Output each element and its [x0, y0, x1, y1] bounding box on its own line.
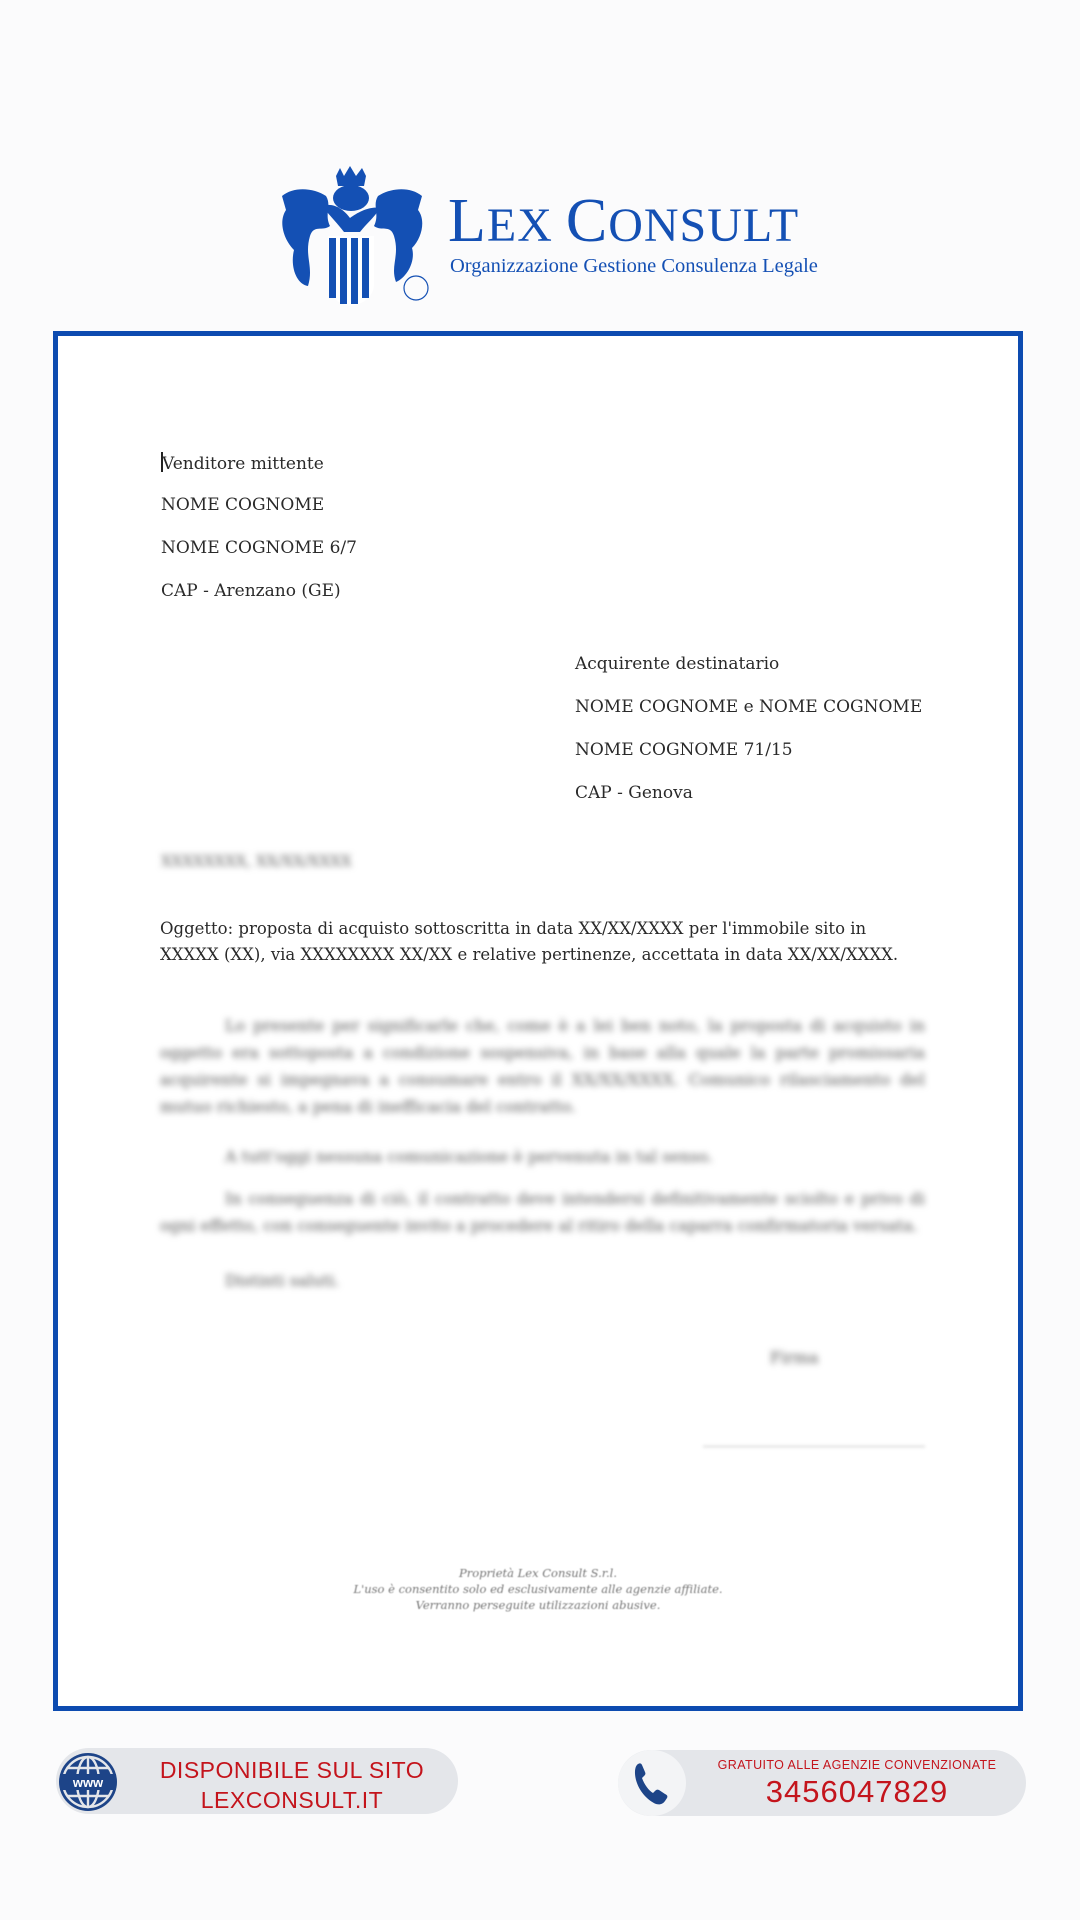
- phone-caption: GRATUITO ALLE AGENZIE CONVENZIONATE: [717, 1758, 997, 1772]
- website-text: [126, 1755, 458, 1815]
- document-frame: [53, 331, 1023, 1711]
- place-date: XXXXXXXX, XX/XX/XXXX: [161, 852, 352, 870]
- website-line-1: DISPONIBILE SUL SITO: [159, 1757, 425, 1783]
- letter-document: [58, 336, 1018, 1706]
- copyright-line-3: Verranno perseguite utilizzazioni abusive.: [415, 1598, 661, 1612]
- body-closing: Distinti saluti.: [225, 1271, 340, 1290]
- phone-icon: [632, 1760, 672, 1806]
- sender-name: NOME COGNOME: [161, 495, 325, 515]
- signature-line: [703, 1446, 925, 1447]
- recipient-label: Acquirente destinatario: [575, 654, 780, 674]
- body-paragraph-2: A tutt'oggi nessuna comunicazione è pervenuta in tal senso.: [225, 1147, 713, 1166]
- brand-header: [270, 160, 830, 310]
- letter-subject: Oggetto: proposta di acquisto sottoscritta in data XX/XX/XXXX per l'immobile sito in XXXXX (XX), via XXXXXXXX XX/XX e relative pertinenze, accettata in data XX/XX/XXXX.: [160, 919, 899, 964]
- copyright-line-2: L'uso è consentito solo ed esclusivamente alle agenzie affiliate.: [353, 1582, 723, 1596]
- globe-www-icon: [56, 1750, 120, 1814]
- body-paragraph-3: In conseguenza di ciò, il contratto deve intendersi definitivamente sciolto e privo di ogni effetto, con conseguente invito a procedere al ritiro della caparra confirmatoria versata.: [160, 1189, 925, 1235]
- phone-banner[interactable]: [618, 1750, 1026, 1816]
- sender-label[interactable]: Venditore mittente: [162, 454, 324, 474]
- signature-label: Firma: [770, 1348, 819, 1367]
- recipient-city: CAP - Genova: [575, 783, 693, 803]
- website-url[interactable]: LEXCONSULT.IT: [200, 1787, 384, 1813]
- recipient-name: NOME COGNOME e NOME COGNOME: [575, 697, 923, 717]
- phone-number[interactable]: 3456047829: [765, 1774, 949, 1809]
- svg-text:www: www: [72, 1775, 104, 1790]
- brand-name: LEX CONSULT: [448, 187, 800, 255]
- sender-address: NOME COGNOME 6/7: [161, 538, 357, 558]
- copyright-line-1: Proprietà Lex Consult S.r.l.: [459, 1566, 617, 1580]
- heraldic-crest-icon: [274, 166, 430, 306]
- copyright-note: [58, 1565, 1018, 1613]
- brand-subtitle: Organizzazione Gestione Consulenza Legale: [450, 255, 818, 277]
- phone-icon-badge: [618, 1750, 686, 1816]
- website-banner[interactable]: [56, 1748, 458, 1814]
- body-paragraph-1: Lo presente per significarle che, come è a lei ben noto, la proposta di acquisto in oggetto era sottoposta a condizione sospensiva, in base alla quale la parte promissaria acquirente si impegnava a consumare entro il XX/XX/XXXX. Comunico rilasciamento del mutuo richiesto, a pena di inefficacia del contratto.: [160, 1016, 925, 1116]
- recipient-address: NOME COGNOME 71/15: [575, 740, 793, 760]
- sender-city: CAP - Arenzano (GE): [161, 581, 341, 601]
